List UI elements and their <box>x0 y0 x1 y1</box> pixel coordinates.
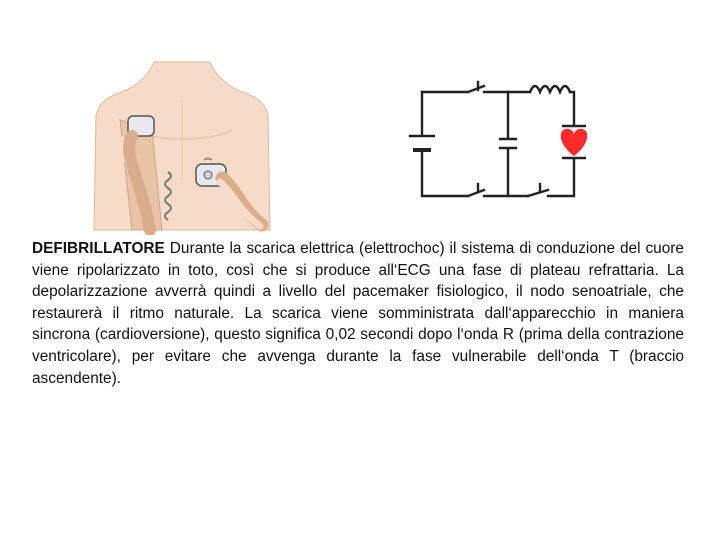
heading: DEFIBRILLATORE <box>32 240 165 257</box>
capacitor-symbol <box>500 139 516 148</box>
switch-top <box>468 82 484 92</box>
switch-bottom-right <box>528 184 548 196</box>
battery-symbol <box>410 136 434 150</box>
description-paragraph: Durante la scarica elettrica (elettrochoc) il sistema di conduzione del cuore viene ripolarizzato in toto, così che si produce all‘ECG una fase di plateau refrattaria. La depolarizzazione avverrà quindi a livello del pacemaker fisiologico, il nodo senoatriale, che restaurerà il ritmo naturale. La scarica viene somministrata dall‘apparecchio in maniera sincrona (cardioversione), questo significa 0,02 secondi dopo l‘onda R (prima della contrazione ventricolare), per evitare che avvenga durante la fase vulnerabile dell‘onda T (braccio ascendente). <box>32 240 684 387</box>
heart-icon <box>561 126 588 158</box>
defibrillation-chest-illustration <box>92 60 272 235</box>
defibrillator-description <box>32 238 684 389</box>
inductor-coil <box>530 86 570 92</box>
switch-bottom-left <box>468 184 484 196</box>
defibrillator-circuit-diagram <box>398 72 598 204</box>
